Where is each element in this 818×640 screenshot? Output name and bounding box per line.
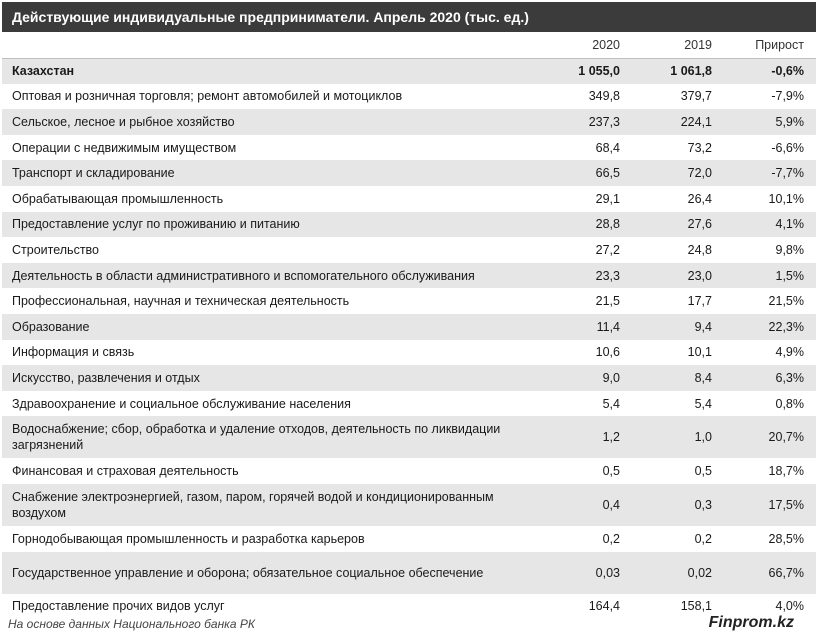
cell-value-2019: 17,7	[687, 294, 712, 309]
source-note: На основе данных Национального банка РК	[8, 617, 255, 631]
cell-growth: 0,8%	[775, 396, 804, 411]
cell-sector-name: Искусство, развлечения и отдых	[12, 370, 200, 385]
cell-value-2020: 27,2	[595, 242, 620, 257]
table-row	[2, 186, 816, 212]
cell-sector-name: Операции с недвижимым имуществом	[12, 140, 237, 155]
cell-value-2019: 8,4	[694, 370, 712, 385]
cell-value-2020: 0,03	[595, 565, 620, 580]
cell-growth: 4,0%	[775, 599, 804, 614]
cell-value-2019: 158,1	[680, 599, 712, 614]
cell-growth: 4,9%	[775, 345, 804, 360]
cell-sector-name: Деятельность в области административного и вспомогательного обслуживания	[12, 268, 475, 283]
cell-growth: 21,5%	[768, 294, 804, 309]
cell-value-2020: 349,8	[588, 89, 620, 104]
cell-growth: 1,5%	[775, 268, 804, 283]
cell-value-2019: 27,6	[687, 217, 712, 232]
cell-sector-name: Информация и связь	[12, 345, 135, 360]
table-row	[2, 552, 816, 594]
cell-value-2019: 10,1	[687, 345, 712, 360]
cell-sector-name: Финансовая и страховая деятельность	[12, 464, 239, 479]
cell-sector-name: Оптовая и розничная торговля; ремонт автомобилей и мотоциклов	[12, 89, 403, 104]
table-row	[2, 237, 816, 263]
cell-value-2019: 0,02	[687, 565, 712, 580]
table-row	[2, 263, 816, 289]
cell-value-2019: 0,5	[694, 464, 712, 479]
cell-sector-name: Образование	[12, 319, 90, 334]
cell-growth: 10,1%	[768, 191, 804, 206]
column-header-name	[2, 32, 542, 58]
cell-value-2019: 379,7	[680, 89, 712, 104]
cell-growth: 9,8%	[775, 242, 804, 257]
cell-sector-name: Государственное управление и оборона; обязательное социальное обеспечение	[12, 565, 484, 580]
cell-value-2019: 24,8	[687, 242, 712, 257]
cell-sector-name: Предоставление прочих видов услуг	[12, 599, 225, 614]
cell-sector-name: Здравоохранение и социальное обслуживание населения	[12, 396, 351, 411]
cell-sector-name: Водоснабжение; сбор, обработка и удаление отходов, деятельность по ликвидации загрязнений	[12, 422, 501, 453]
table-row-total	[2, 58, 816, 84]
table-body	[2, 58, 816, 619]
column-header-2020: 2020	[542, 32, 632, 58]
cell-value-2020: 28,8	[595, 217, 620, 232]
cell-sector-name: Строительство	[12, 242, 99, 257]
cell-sector-name: Профессиональная, научная и техническая деятельность	[12, 294, 350, 309]
table-title: Действующие индивидуальные предприниматели. Апрель 2020 (тыс. ед.)	[2, 2, 816, 32]
table-row	[2, 160, 816, 186]
cell-value-2019: 26,4	[687, 191, 712, 206]
cell-value-2019: 73,2	[687, 140, 712, 155]
cell-value-2020: 9,0	[602, 370, 620, 385]
cell-value-2019: 0,3	[694, 497, 712, 512]
cell-value-2020: 0,4	[602, 497, 620, 512]
cell-value-2020: 0,5	[602, 464, 620, 479]
table-row	[2, 526, 816, 552]
cell-value-2020: 10,6	[595, 345, 620, 360]
cell-growth: 18,7%	[768, 464, 804, 479]
cell-growth: 6,3%	[775, 370, 804, 385]
cell-value-2019: 0,2	[694, 531, 712, 546]
cell-value-2019: 224,1	[680, 114, 712, 129]
table-row	[2, 391, 816, 417]
brand-logo-text: Finprom.kz	[708, 614, 794, 631]
cell-growth: -7,7%	[771, 166, 804, 181]
cell-value-2020: 1,2	[602, 430, 620, 445]
table-row	[2, 314, 816, 340]
cell-value-2019: 9,4	[694, 319, 712, 334]
cell-value-2019: 1 061,8	[670, 64, 712, 79]
table-row	[2, 416, 816, 458]
table-row	[2, 84, 816, 110]
table-row	[2, 109, 816, 135]
cell-value-2020: 237,3	[588, 114, 620, 129]
cell-value-2019: 23,0	[687, 268, 712, 283]
cell-growth: -6,6%	[771, 140, 804, 155]
cell-value-2020: 0,2	[602, 531, 620, 546]
table-row	[2, 135, 816, 161]
cell-growth: 4,1%	[775, 217, 804, 232]
cell-value-2020: 11,4	[596, 319, 620, 334]
cell-growth: 5,9%	[775, 114, 804, 129]
cell-value-2019: 5,4	[694, 396, 712, 411]
cell-growth: -0,6%	[771, 64, 804, 79]
table-row	[2, 484, 816, 526]
table-row	[2, 288, 816, 314]
cell-value-2020: 66,5	[595, 166, 620, 181]
cell-value-2020: 5,4	[602, 396, 620, 411]
cell-sector-name: Снабжение электроэнергией, газом, паром, горячей водой и кондиционированным воздухом	[12, 489, 494, 520]
cell-value-2020: 29,1	[595, 191, 620, 206]
data-table-container	[2, 32, 816, 614]
footer	[2, 610, 816, 640]
column-header-growth: Прирост	[724, 32, 816, 58]
cell-value-2020: 1 055,0	[578, 64, 620, 79]
cell-sector-name: Горнодобывающая промышленность и разработка карьеров	[12, 531, 365, 546]
cell-sector-name: Обрабатывающая промышленность	[12, 191, 224, 206]
table-row	[2, 340, 816, 366]
cell-value-2019: 72,0	[687, 166, 712, 181]
cell-growth: 22,3%	[768, 319, 804, 334]
cell-sector-name: Предоставление услуг по проживанию и питанию	[12, 217, 300, 232]
cell-growth: -7,9%	[771, 89, 804, 104]
cell-sector-name: Транспорт и складирование	[12, 166, 175, 181]
cell-growth: 20,7%	[768, 430, 804, 445]
cell-growth: 28,5%	[768, 531, 804, 546]
cell-value-2020: 23,3	[595, 268, 620, 283]
data-table	[2, 32, 816, 619]
cell-value-2020: 164,4	[588, 599, 620, 614]
header-row	[2, 32, 816, 58]
cell-growth: 17,5%	[768, 497, 804, 512]
cell-sector-name: Сельское, лесное и рыбное хозяйство	[12, 114, 235, 129]
cell-value-2020: 21,5	[595, 294, 620, 309]
cell-value-2019: 1,0	[694, 430, 712, 445]
table-row	[2, 212, 816, 238]
column-header-2019: 2019	[632, 32, 724, 58]
table-row	[2, 365, 816, 391]
cell-growth: 66,7%	[768, 565, 804, 580]
cell-value-2020: 68,4	[595, 140, 620, 155]
table-row	[2, 458, 816, 484]
cell-sector-name: Казахстан	[12, 64, 75, 79]
